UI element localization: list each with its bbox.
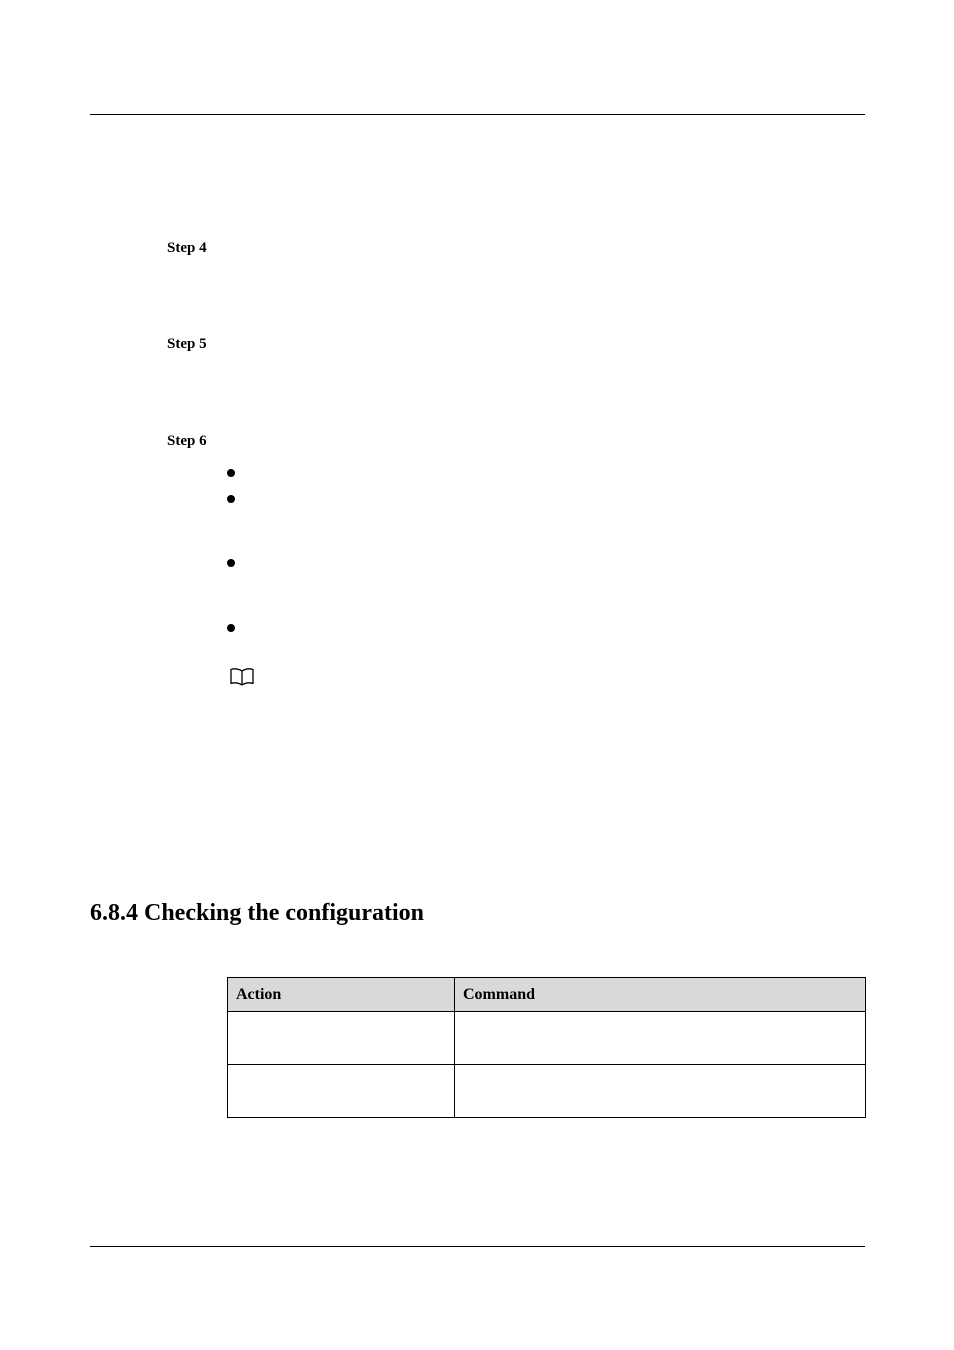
config-check-table [227, 977, 866, 1118]
bullet-4 [227, 624, 235, 632]
table-cell-command [455, 1012, 866, 1065]
table-row [228, 1012, 866, 1065]
table-cell-action [228, 1012, 455, 1065]
header-command: Command [455, 978, 866, 1012]
table-cell-action [228, 1065, 455, 1118]
book-icon [229, 667, 255, 687]
bullet-3 [227, 559, 235, 567]
header-action: Action [228, 978, 455, 1012]
bullet-1 [227, 469, 235, 477]
step-4-label: Step 4 [167, 240, 207, 256]
section-title: 6.8.4 Checking the configuration [90, 900, 425, 926]
step-6-label: Step 6 [167, 433, 207, 449]
step-5-label: Step 5 [167, 336, 207, 352]
header-rule [90, 114, 865, 115]
table-header-row [228, 978, 866, 1012]
table-row [228, 1065, 866, 1118]
table-cell-command [455, 1065, 866, 1118]
bullet-2 [227, 495, 235, 503]
footer-rule [90, 1246, 865, 1247]
